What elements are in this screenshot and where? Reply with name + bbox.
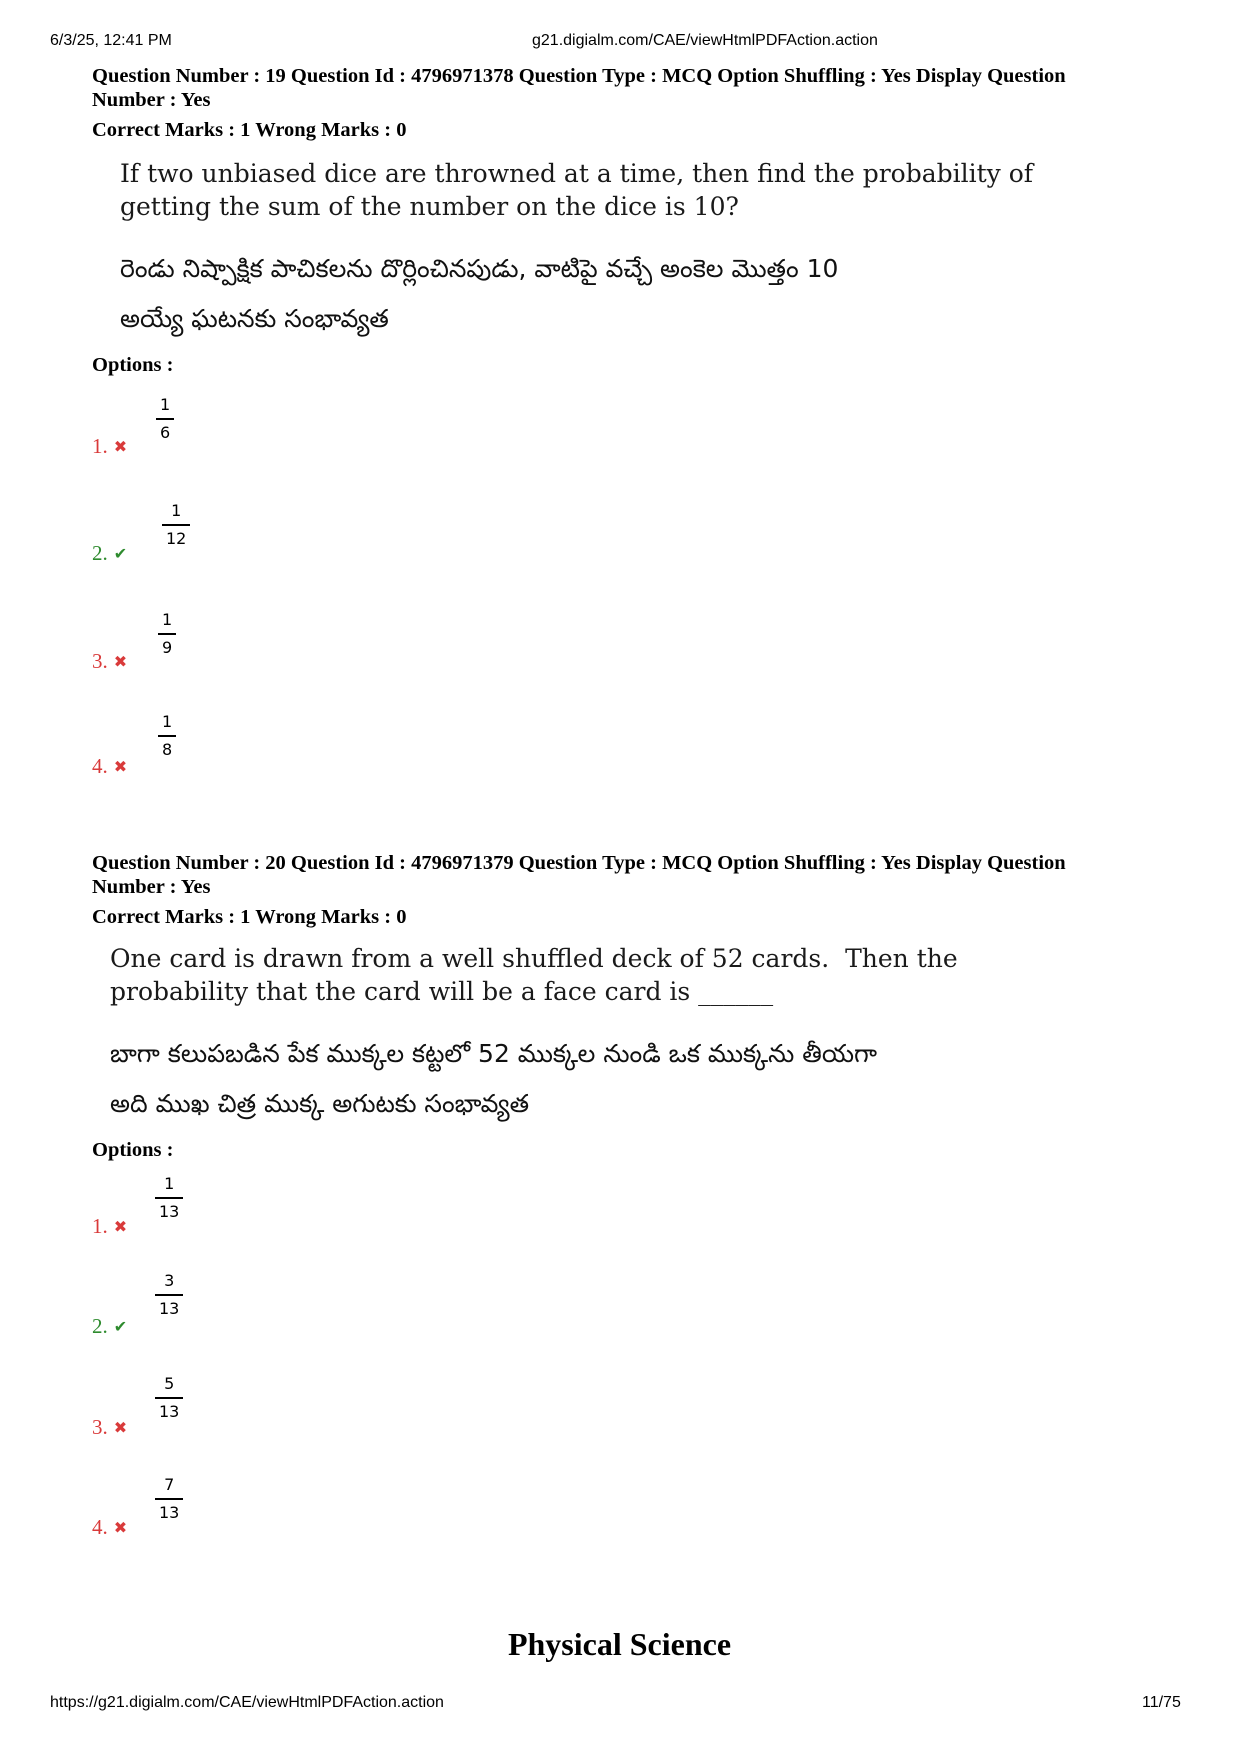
option-1 — [92, 434, 127, 459]
option-4 — [92, 754, 127, 779]
option-number: 2. — [92, 1314, 108, 1338]
question-text-line: If two unbiased dice are throwned at a time, then find the probability of — [120, 159, 1034, 188]
question-text-line: getting the sum of the number on the dice is 10? — [120, 192, 739, 221]
option-number: 4. — [92, 754, 108, 778]
fraction-denominator: 8 — [162, 739, 173, 759]
question-text-te-line2: అది ముఖ చిత్ర ముక్క అగుటకు సంభావ్యత — [110, 1089, 530, 1118]
question-meta-line: Number : Yes — [92, 876, 211, 898]
option-number: 4. — [92, 1515, 108, 1539]
fraction-numerator: 7 — [164, 1475, 175, 1494]
question-meta — [92, 64, 1132, 112]
option-1-fraction — [155, 1175, 183, 1221]
option-3-fraction — [158, 611, 176, 657]
fraction-denominator: 6 — [160, 422, 171, 442]
fraction-denominator: 13 — [159, 1502, 180, 1522]
option-1 — [92, 1214, 127, 1239]
option-number: 3. — [92, 1415, 108, 1439]
option-2 — [92, 1314, 127, 1339]
question-meta-line: Question Number : 20 Question Id : 4796971379 Question Type : MCQ Option Shuffling : Yes Display Question — [92, 852, 1066, 874]
fraction-numerator: 1 — [162, 712, 173, 731]
section-title: Physical Science — [507, 1626, 732, 1662]
question-text-te-line1: బాగా కలుపబడిన పేక ముక్కల కట్టలో 52 ముక్కల నుండి ఒక ముక్కను తీయగా — [110, 1039, 878, 1068]
page-number: 11/75 — [1142, 1694, 1181, 1711]
fraction-denominator: 9 — [162, 637, 173, 657]
question-meta-line: Number : Yes — [92, 89, 211, 111]
option-number: 3. — [92, 649, 108, 673]
question-text-en — [120, 157, 1033, 223]
fraction-numerator: 1 — [160, 395, 171, 414]
question-text-te-line2: అయ్యే ఘటనకు సంభావ్యత — [120, 304, 389, 333]
option-number: 1. — [92, 1214, 108, 1238]
fraction-numerator: 1 — [171, 501, 182, 520]
fraction-denominator: 13 — [159, 1401, 180, 1421]
wrong-mark-icon: ✖ — [113, 1219, 128, 1236]
wrong-mark-icon: ✖ — [113, 1520, 128, 1537]
fraction-denominator: 12 — [166, 528, 187, 548]
print-datetime: 6/3/25, 12:41 PM — [50, 32, 172, 49]
wrong-mark-icon: ✖ — [113, 759, 128, 776]
wrong-mark-icon: ✖ — [113, 654, 128, 671]
question-text-te-line1: రెండు నిష్పాక్షిక పాచికలను దొర్లించినపుడు, వాటిపై వచ్చే అంకెల మొత్తం 10 — [120, 254, 839, 283]
fraction-denominator: 13 — [159, 1298, 180, 1318]
check-mark-icon: ✔ — [113, 546, 128, 563]
options-label: Options : — [92, 354, 174, 376]
option-3-fraction — [155, 1375, 183, 1421]
option-number: 1. — [92, 434, 108, 458]
fraction-numerator: 1 — [162, 610, 173, 629]
fraction-denominator: 13 — [159, 1201, 180, 1221]
question-text-line: One card is drawn from a well shuffled deck of 52 cards. Then the — [110, 944, 958, 973]
option-3 — [92, 1415, 127, 1440]
option-2-fraction — [162, 502, 190, 548]
option-3 — [92, 649, 127, 674]
wrong-mark-icon: ✖ — [113, 439, 128, 456]
option-1-fraction — [156, 396, 174, 442]
wrong-mark-icon: ✖ — [113, 1420, 128, 1437]
fraction-numerator: 3 — [164, 1271, 175, 1290]
question-text-line: probability that the card will be a face card is ______ — [110, 977, 774, 1006]
question-marks: Correct Marks : 1 Wrong Marks : 0 — [92, 119, 407, 141]
question-marks: Correct Marks : 1 Wrong Marks : 0 — [92, 906, 407, 928]
option-2-fraction — [155, 1272, 183, 1318]
option-2 — [92, 541, 127, 566]
check-mark-icon: ✔ — [113, 1319, 128, 1336]
fraction-numerator: 5 — [164, 1374, 175, 1393]
fraction-numerator: 1 — [164, 1174, 175, 1193]
option-number: 2. — [92, 541, 108, 565]
option-4 — [92, 1515, 127, 1540]
print-footer-url: https://g21.digialm.com/CAE/viewHtmlPDFAction.action — [50, 1694, 444, 1711]
option-4-fraction — [155, 1476, 183, 1522]
question-text-en — [110, 942, 958, 1008]
question-meta-line: Question Number : 19 Question Id : 4796971378 Question Type : MCQ Option Shuffling : Yes Display Question — [92, 65, 1066, 87]
options-label: Options : — [92, 1139, 174, 1161]
question-meta — [92, 851, 1132, 899]
print-header-url: g21.digialm.com/CAE/viewHtmlPDFAction.action — [532, 32, 878, 49]
option-4-fraction — [158, 713, 176, 759]
